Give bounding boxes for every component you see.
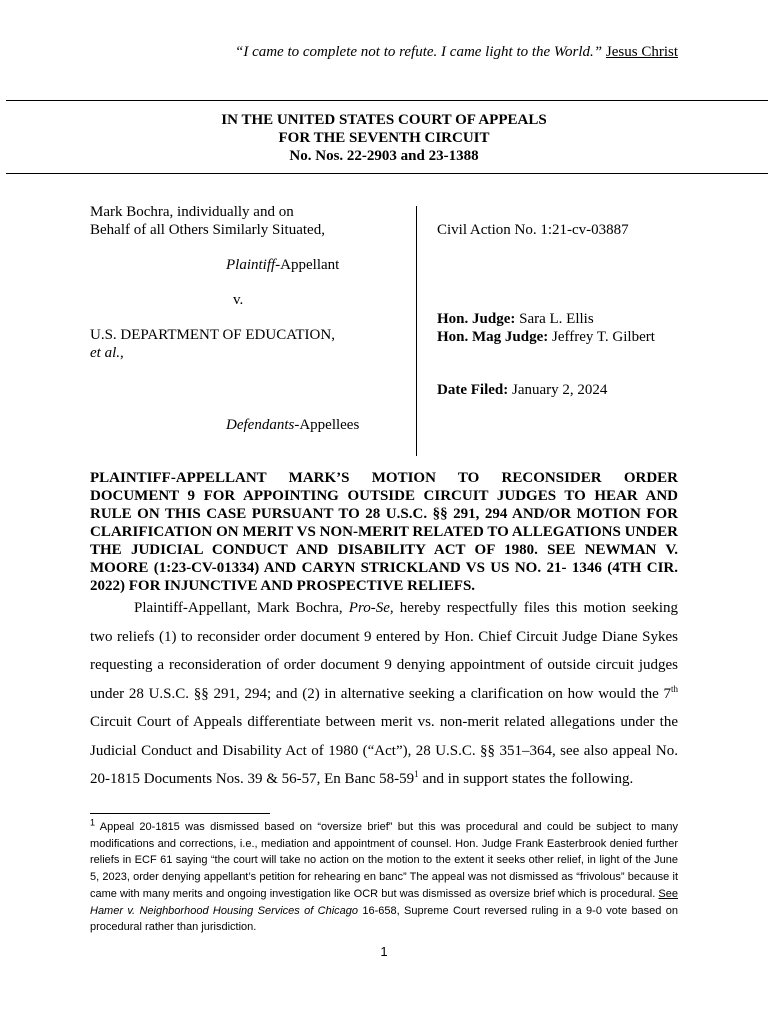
- plaintiff-role: Plaintiff-Appellant: [226, 257, 340, 273]
- epigraph-author: Jesus Christ: [605, 44, 678, 60]
- caption-divider: [416, 206, 417, 456]
- case-numbers: No. Nos. 22-2903 and 23-1388: [289, 148, 479, 164]
- court-heading: [0, 111, 768, 165]
- motion-title: PLAINTIFF-APPELLANT MARK’S MOTION TO RECONSIDER ORDER DOCUMENT 9 FOR APPOINTING OUTSIDE CIRCUIT JUDGES TO HEAR AND RULE ON THIS CASE PURSUANT TO 28 U.S.C. §§ 291, 294 AND/OR MOTION FOR CLARIFICATION ON MERIT VS NON-MERIT RELATED TO ALLEGATIONS UNDER THE JUDICIAL CONDUCT AND DISABILITY ACT OF 1980. SEE NEWMAN V. MOORE (1:23-CV-01334) AND CARYN STRICKLAND VS US NO. 21- 1346 (4TH CIR. 2022) FOR INJUNCTIVE AND PROSPECTIVE RELIEFS.: [90, 470, 678, 594]
- court-name: IN THE UNITED STATES COURT OF APPEALS: [221, 112, 547, 128]
- caption-parties: [90, 203, 410, 434]
- judge: Hon. Judge: Sara L. Ellis: [437, 311, 594, 327]
- header-rule-top: [6, 100, 768, 101]
- footnote: $^1$ Appeal 20-1815 was dismissed based on “oversize brief” but this was procedural and could be subject to many modifications and corrections, i.e., mediation and appointment of counsel. Hon. Judge Frank Easterbrook denied further reliefs in ECF 61 saying “the court will take no action on the motion to the extent it seeks other relief, in light of the June 5, 2023, order denying appellant’s petition for rehearing en banc” The appeal was not dismissed as “frivolous” because it came with many merits and ongoing investigation like OCR but was dismissed as oversize brief which is procedural. See Hamer v. Neighborhood Housing Services of Chicago 16-658, Supreme Court reversed ruling in a 9-0 vote based on procedural rather than jurisdiction.: [90, 817, 678, 934]
- civil-action-number: Civil Action No. 1:21-cv-03887: [437, 222, 629, 238]
- plaintiff-class: Behalf of all Others Similarly Situated,: [90, 222, 325, 238]
- epigraph: [235, 44, 678, 61]
- footnote-separator: [90, 813, 270, 814]
- magistrate-judge: Hon. Mag Judge: Jeffrey T. Gilbert: [437, 329, 655, 345]
- plaintiff-name: Mark Bochra, individually and on: [90, 204, 294, 220]
- judges: [437, 310, 757, 346]
- body-paragraph: Plaintiff-Appellant, Mark Bochra, Pro-Se, hereby respectfully files this motion seeking two reliefs (1) to reconsider order document 9 entered by Hon. Chief Circuit Judge Diane Sykes requesting a reconsideration of order document 9 denying appointment of outside circuit judges under 28 U.S.C. §§ 291, 294; and (2) in alternative seeking a clarification on how would the 7th Circuit Court of Appeals differentiate between merit vs. non-merit related allegations under the Judicial Conduct and Disability Act of 1980 (“Act”), 28 U.S.C. §§ 351–364, see also appeal No. 20-1815 Documents Nos. 39 & 56-57, En Banc $58-59^1$ and in support states the following.: [90, 600, 678, 787]
- defendant-role: Defendants-Appellees: [226, 417, 360, 433]
- defendant-et-al: et al.,: [90, 345, 124, 361]
- epigraph-quote: “I came to complete not to refute. I came light to the World.”: [234, 44, 603, 60]
- caption-case-info: [437, 221, 757, 399]
- court-circuit: FOR THE SEVENTH CIRCUIT: [278, 130, 490, 146]
- header-rule-bottom: [6, 173, 768, 174]
- page-number: 1: [380, 944, 388, 959]
- defendant-name: U.S. DEPARTMENT OF EDUCATION,: [90, 327, 335, 343]
- footnote-reference: 1: [414, 769, 419, 779]
- footnote-marker: 1: [90, 817, 96, 828]
- date-filed: Date Filed: January 2, 2024: [437, 382, 608, 398]
- versus: v.: [233, 292, 244, 308]
